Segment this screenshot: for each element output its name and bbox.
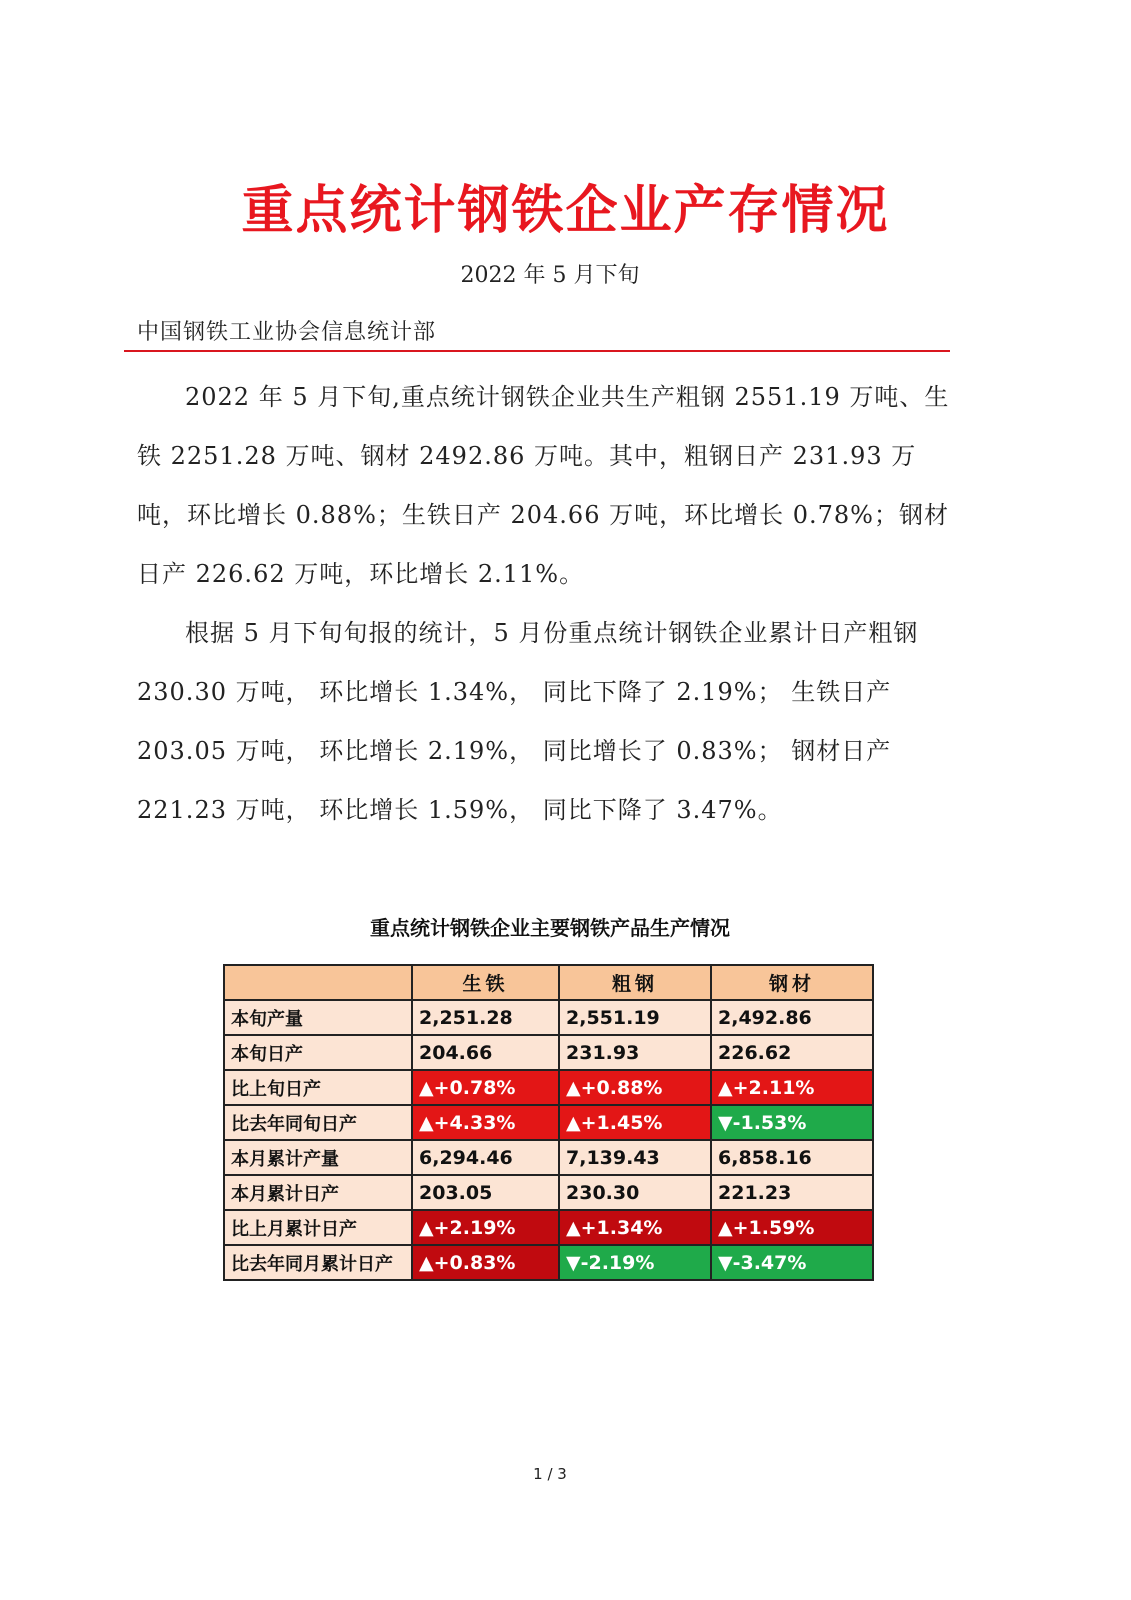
table-row: [224, 1035, 873, 1070]
table-cell: 2,251.28: [412, 1000, 559, 1035]
table-cell: 7,139.43: [559, 1140, 711, 1175]
change-cell-up: ▲+1.59%: [711, 1210, 873, 1245]
table-cell: 6,294.46: [412, 1140, 559, 1175]
row-label: 本月累计日产: [224, 1175, 412, 1210]
page-number: 1 / 3: [533, 1465, 567, 1483]
table-cell: 203.05: [412, 1175, 559, 1210]
change-cell-up: ▲+1.34%: [559, 1210, 711, 1245]
row-label: 本月累计产量: [224, 1140, 412, 1175]
table-cell: 221.23: [711, 1175, 873, 1210]
production-table: [223, 964, 874, 1281]
change-cell-down: ▼-3.47%: [711, 1245, 873, 1280]
table-row: [224, 1140, 873, 1175]
department-name: 中国钢铁工业协会信息统计部: [137, 320, 437, 345]
change-cell-up: ▲+1.45%: [559, 1105, 711, 1140]
table-header-row: [224, 965, 873, 1000]
paragraph-monthly: 根据 5 月下旬旬报的统计，5 月份重点统计钢铁企业累计日产粗钢 230.30 万吨， 环比增长 1.34%， 同比下降了 2.19%； 生铁日产 203.05 万吨， 环比增长 2.19%， 同比增长了 0.83%； 钢材日产 221.23 万吨， 环比增长 1.59%， 同比下降了 3.47%。: [137, 619, 919, 824]
change-cell-down: ▼-2.19%: [559, 1245, 711, 1280]
header-pig-iron: 生铁: [412, 965, 559, 1000]
page-title: 重点统计钢铁企业产存情况: [241, 180, 890, 241]
table-cell: 204.66: [412, 1035, 559, 1070]
table-cell: 230.30: [559, 1175, 711, 1210]
change-cell-up: ▲+0.88%: [559, 1070, 711, 1105]
table-row: [224, 1070, 873, 1105]
change-cell-up: ▲+0.83%: [412, 1245, 559, 1280]
row-label: 本旬产量: [224, 1000, 412, 1035]
change-cell-up: ▲+4.33%: [412, 1105, 559, 1140]
change-cell-up: ▲+2.11%: [711, 1070, 873, 1105]
table-title: 重点统计钢铁企业主要钢铁产品生产情况: [370, 916, 730, 940]
table-cell: 2,551.19: [559, 1000, 711, 1035]
table-row: [224, 1210, 873, 1245]
table-row: [224, 1175, 873, 1210]
table-cell: 2,492.86: [711, 1000, 873, 1035]
row-label: 比去年同旬日产: [224, 1105, 412, 1140]
table-row: [224, 1000, 873, 1035]
paragraph-summary: 2022 年 5 月下旬,重点统计钢铁企业共生产粗钢 2551.19 万吨、生铁 2251.28 万吨、钢材 2492.86 万吨。其中，粗钢日产 231.93 万吨，环比增长 0.88%；生铁日产 204.66 万吨，环比增长 0.78%；钢材日产 226.62 万吨，环比增长 2.11%。: [137, 383, 950, 588]
header-steel-products: 钢材: [711, 965, 873, 1000]
header-crude-steel: 粗钢: [559, 965, 711, 1000]
change-cell-up: ▲+2.19%: [412, 1210, 559, 1245]
header-corner: [224, 965, 412, 1000]
table-row: [224, 1105, 873, 1140]
row-label: 本旬日产: [224, 1035, 412, 1070]
change-cell-down: ▼-1.53%: [711, 1105, 873, 1140]
report-date: 2022 年 5 月下旬: [460, 263, 640, 288]
table-cell: 6,858.16: [711, 1140, 873, 1175]
table-cell: 231.93: [559, 1035, 711, 1070]
change-cell-up: ▲+0.78%: [412, 1070, 559, 1105]
row-label: 比去年同月累计日产: [224, 1245, 412, 1280]
table-cell: 226.62: [711, 1035, 873, 1070]
header-divider: [124, 350, 950, 352]
table-row: [224, 1245, 873, 1280]
row-label: 比上旬日产: [224, 1070, 412, 1105]
row-label: 比上月累计日产: [224, 1210, 412, 1245]
